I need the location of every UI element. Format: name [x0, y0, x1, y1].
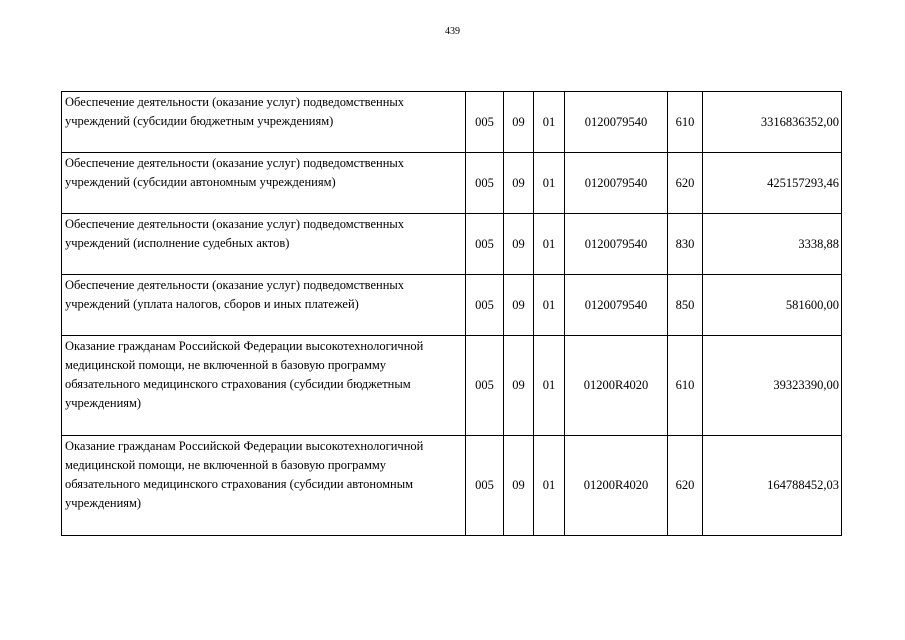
row-description: Оказание гражданам Российской Федерации высокотехнологичной медицинской помощи, не включенной в базовую программу обязательного медицинского страхования (субсидии бюджетным учреждениям) — [62, 336, 466, 436]
row-subsection-code: 01 — [534, 92, 565, 153]
row-ministry-code: 005 — [466, 153, 504, 214]
row-subsection-code: 01 — [534, 275, 565, 336]
row-amount: 425157293,46 — [703, 153, 842, 214]
row-target-article: 0120079540 — [565, 92, 668, 153]
table-row — [62, 214, 842, 275]
row-subsection-code: 01 — [534, 436, 565, 536]
row-description: Обеспечение деятельности (оказание услуг) подведомственных учреждений (субсидии автономным учреждениям) — [62, 153, 466, 214]
row-description: Обеспечение деятельности (оказание услуг) подведомственных учреждений (субсидии бюджетным учреждениям) — [62, 92, 466, 153]
row-target-article: 0120079540 — [565, 275, 668, 336]
row-expense-type: 610 — [668, 92, 703, 153]
table-row — [62, 436, 842, 536]
row-section-code: 09 — [504, 336, 534, 436]
row-ministry-code: 005 — [466, 92, 504, 153]
row-subsection-code: 01 — [534, 336, 565, 436]
table-row — [62, 92, 842, 153]
row-section-code: 09 — [504, 436, 534, 536]
row-amount: 3338,88 — [703, 214, 842, 275]
row-expense-type: 610 — [668, 336, 703, 436]
table-row — [62, 275, 842, 336]
row-section-code: 09 — [504, 153, 534, 214]
table-row — [62, 336, 842, 436]
row-ministry-code: 005 — [466, 436, 504, 536]
row-target-article: 0120079540 — [565, 214, 668, 275]
row-amount: 39323390,00 — [703, 336, 842, 436]
row-description: Обеспечение деятельности (оказание услуг) подведомственных учреждений (уплата налогов, сборов и иных платежей) — [62, 275, 466, 336]
table-row — [62, 153, 842, 214]
budget-table — [61, 91, 842, 536]
row-target-article: 01200R4020 — [565, 336, 668, 436]
row-ministry-code: 005 — [466, 336, 504, 436]
row-subsection-code: 01 — [534, 214, 565, 275]
row-section-code: 09 — [504, 214, 534, 275]
row-expense-type: 830 — [668, 214, 703, 275]
row-expense-type: 620 — [668, 153, 703, 214]
row-target-article: 0120079540 — [565, 153, 668, 214]
row-section-code: 09 — [504, 92, 534, 153]
row-subsection-code: 01 — [534, 153, 565, 214]
row-description: Обеспечение деятельности (оказание услуг) подведомственных учреждений (исполнение судебных актов) — [62, 214, 466, 275]
row-expense-type: 620 — [668, 436, 703, 536]
row-ministry-code: 005 — [466, 214, 504, 275]
row-expense-type: 850 — [668, 275, 703, 336]
row-section-code: 09 — [504, 275, 534, 336]
row-amount: 3316836352,00 — [703, 92, 842, 153]
row-target-article: 01200R4020 — [565, 436, 668, 536]
table-body — [62, 92, 842, 536]
row-amount: 164788452,03 — [703, 436, 842, 536]
page-number: 439 — [445, 26, 460, 37]
row-ministry-code: 005 — [466, 275, 504, 336]
row-amount: 581600,00 — [703, 275, 842, 336]
row-description: Оказание гражданам Российской Федерации высокотехнологичной медицинской помощи, не включенной в базовую программу обязательного медицинского страхования (субсидии автономным учреждениям) — [62, 436, 466, 536]
